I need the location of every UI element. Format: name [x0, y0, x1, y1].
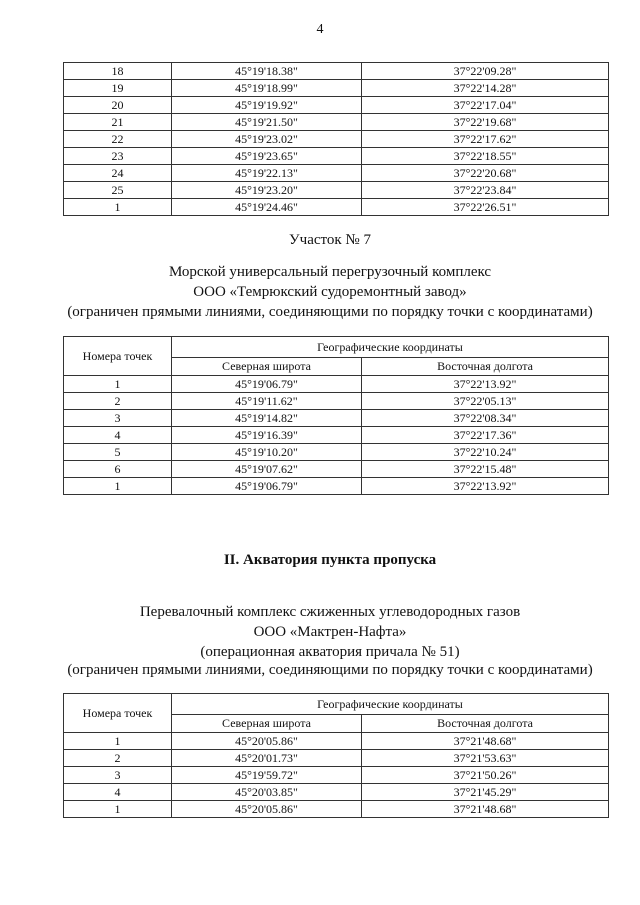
table-row — [64, 114, 609, 131]
point-number: 1 — [64, 199, 172, 216]
latitude-value: 45°19'11.62" — [172, 393, 362, 410]
table-row — [64, 750, 609, 767]
column-header-points: Номера точек — [64, 337, 172, 376]
latitude-value: 45°19'18.38" — [172, 63, 362, 80]
column-header-longitude: Восточная долгота — [362, 715, 609, 733]
table-row — [64, 733, 609, 750]
column-header-points: Номера точек — [64, 694, 172, 733]
table-body — [64, 63, 609, 216]
longitude-value: 37°22'05.13" — [362, 393, 609, 410]
column-header-geo: Географические координаты — [172, 337, 609, 358]
table-body — [64, 733, 609, 818]
column-header-latitude: Северная широта — [172, 358, 362, 376]
latitude-value: 45°19'07.62" — [172, 461, 362, 478]
longitude-value: 37°22'08.34" — [362, 410, 609, 427]
point-number: 6 — [64, 461, 172, 478]
longitude-value: 37°22'15.48" — [362, 461, 609, 478]
longitude-value: 37°22'10.24" — [362, 444, 609, 461]
latitude-value: 45°19'06.79" — [172, 478, 362, 495]
point-number: 4 — [64, 427, 172, 444]
section-title: Участок № 7 — [289, 232, 371, 248]
table-row — [64, 461, 609, 478]
longitude-value: 37°22'13.92" — [362, 376, 609, 393]
column-header-geo: Географические координаты — [172, 694, 609, 715]
longitude-value: 37°22'26.51" — [362, 199, 609, 216]
latitude-value: 45°19'10.20" — [172, 444, 362, 461]
table-row — [64, 427, 609, 444]
longitude-value: 37°21'45.29" — [362, 784, 609, 801]
table-row — [64, 393, 609, 410]
boundary-note: (ограничен прямыми линиями, соединяющими по порядку точки с координатами) — [67, 662, 593, 678]
table-row — [64, 97, 609, 114]
latitude-value: 45°19'23.65" — [172, 148, 362, 165]
longitude-value: 37°22'20.68" — [362, 165, 609, 182]
point-number: 1 — [64, 376, 172, 393]
table-row — [64, 131, 609, 148]
point-number: 25 — [64, 182, 172, 199]
point-number: 4 — [64, 784, 172, 801]
point-number: 1 — [64, 478, 172, 495]
point-number: 3 — [64, 410, 172, 427]
column-header-latitude: Северная широта — [172, 715, 362, 733]
column-header-longitude: Восточная долгота — [362, 358, 609, 376]
table-row — [64, 165, 609, 182]
longitude-value: 37°21'48.68" — [362, 733, 609, 750]
latitude-value: 45°20'05.86" — [172, 733, 362, 750]
longitude-value: 37°22'13.92" — [362, 478, 609, 495]
latitude-value: 45°19'19.92" — [172, 97, 362, 114]
point-number: 20 — [64, 97, 172, 114]
point-number: 2 — [64, 393, 172, 410]
table-row — [64, 478, 609, 495]
table-row — [64, 182, 609, 199]
longitude-value: 37°22'17.62" — [362, 131, 609, 148]
section-heading: II. Акватория пункта пропуска — [223, 552, 437, 568]
table-row — [64, 801, 609, 818]
latitude-value: 45°19'59.72" — [172, 767, 362, 784]
point-number: 24 — [64, 165, 172, 182]
longitude-value: 37°21'50.26" — [362, 767, 609, 784]
section7-coordinates-table — [63, 336, 609, 495]
table-row — [64, 80, 609, 97]
point-number: 1 — [64, 733, 172, 750]
longitude-value: 37°21'48.68" — [362, 801, 609, 818]
longitude-value: 37°22'17.04" — [362, 97, 609, 114]
latitude-value: 45°19'23.20" — [172, 182, 362, 199]
table-body — [64, 376, 609, 495]
company-name: ООО «Мактрен-Нафта» — [253, 624, 407, 640]
latitude-value: 45°19'14.82" — [172, 410, 362, 427]
latitude-value: 45°19'06.79" — [172, 376, 362, 393]
table-row — [64, 784, 609, 801]
latitude-value: 45°19'23.02" — [172, 131, 362, 148]
complex-name: Перевалочный комплекс сжиженных углеводородных газов — [139, 604, 521, 620]
latitude-value: 45°19'21.50" — [172, 114, 362, 131]
latitude-value: 45°19'24.46" — [172, 199, 362, 216]
coordinates-table-continued — [63, 62, 609, 216]
point-number: 19 — [64, 80, 172, 97]
boundary-note: (ограничен прямыми линиями, соединяющими по порядку точки с координатами) — [67, 304, 593, 320]
table-row — [64, 410, 609, 427]
point-number: 5 — [64, 444, 172, 461]
table-row — [64, 63, 609, 80]
longitude-value: 37°22'23.84" — [362, 182, 609, 199]
longitude-value: 37°22'17.36" — [362, 427, 609, 444]
point-number: 2 — [64, 750, 172, 767]
berth-note: (операционная акватория причала № 51) — [200, 644, 460, 660]
complex-name: Морской универсальный перегрузочный комплекс — [168, 264, 492, 280]
berth-coordinates-table — [63, 693, 609, 818]
longitude-value: 37°22'19.68" — [362, 114, 609, 131]
table-row — [64, 376, 609, 393]
point-number: 1 — [64, 801, 172, 818]
point-number: 3 — [64, 767, 172, 784]
longitude-value: 37°21'53.63" — [362, 750, 609, 767]
point-number: 23 — [64, 148, 172, 165]
longitude-value: 37°22'14.28" — [362, 80, 609, 97]
table-row — [64, 199, 609, 216]
longitude-value: 37°22'18.55" — [362, 148, 609, 165]
point-number: 22 — [64, 131, 172, 148]
longitude-value: 37°22'09.28" — [362, 63, 609, 80]
table-row — [64, 444, 609, 461]
page-number: 4 — [316, 22, 324, 37]
latitude-value: 45°20'01.73" — [172, 750, 362, 767]
latitude-value: 45°19'18.99" — [172, 80, 362, 97]
point-number: 18 — [64, 63, 172, 80]
latitude-value: 45°20'05.86" — [172, 801, 362, 818]
point-number: 21 — [64, 114, 172, 131]
latitude-value: 45°19'22.13" — [172, 165, 362, 182]
latitude-value: 45°19'16.39" — [172, 427, 362, 444]
table-row — [64, 148, 609, 165]
table-row — [64, 767, 609, 784]
company-name: ООО «Темрюкский судоремонтный завод» — [193, 284, 467, 300]
latitude-value: 45°20'03.85" — [172, 784, 362, 801]
